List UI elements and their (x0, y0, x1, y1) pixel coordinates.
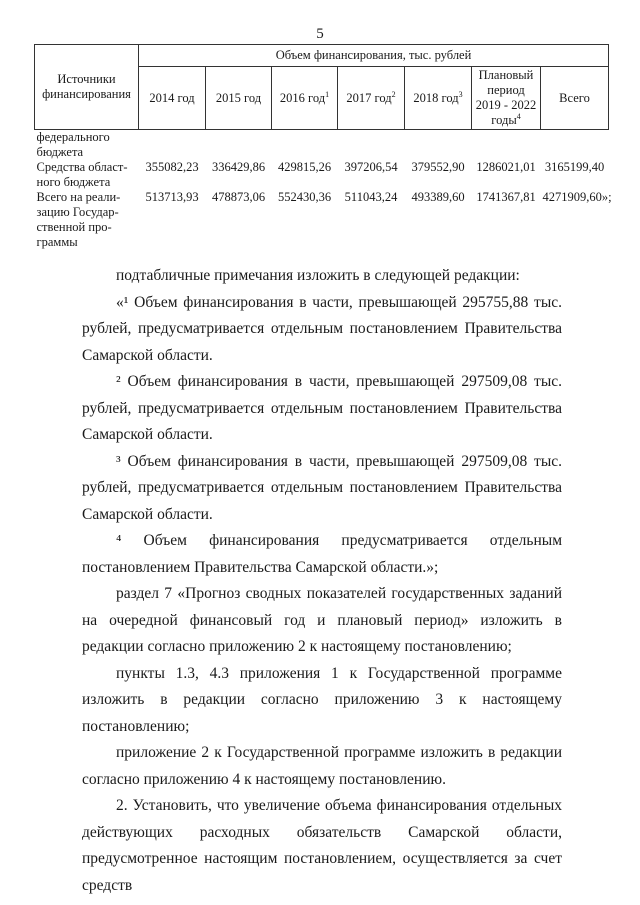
header-financing-volume: Объем финансирования, тыс. рублей (139, 45, 609, 67)
cell (405, 130, 472, 161)
cell (338, 130, 405, 161)
footnote-2: ² Объем финансирования в части, превышающей 297509,08 тыс. рублей, предусматривается отдельным постановлением Правительства Самарской области. (82, 373, 562, 443)
cell: 397206,54 (344, 160, 398, 174)
cell (272, 130, 338, 161)
cell (472, 130, 541, 161)
cell: 4271909,60»; (542, 190, 612, 204)
header-sources: Источники финансирования (35, 45, 139, 130)
cell: 3165199,40 (544, 160, 605, 174)
cell: 552430,36 (277, 190, 332, 204)
cell: 355082,23 (145, 160, 199, 174)
paragraph: подтабличные примечания изложить в следующей редакции: (116, 267, 520, 284)
cell (139, 130, 206, 161)
col-header: 2016 год$^1$ (272, 67, 338, 130)
cell (541, 130, 609, 161)
cell: 513713,93 (145, 190, 199, 204)
paragraph: приложение 2 к Государственной программе изложить в редакции согласно приложению 4 к настоящему постановлению. (82, 744, 562, 788)
cell: 478873,06 (211, 190, 266, 204)
col-header: 2015 год (206, 67, 272, 130)
col-header: Всего (541, 67, 609, 130)
cell: 336429,86 (211, 160, 266, 174)
cell: 1741367,81 (476, 190, 536, 204)
table-row (35, 130, 609, 161)
table-row (35, 190, 609, 250)
paragraph: раздел 7 «Прогноз сводных показателей государственных заданий на очередной финансовый год и плановый период» изложить в редакции согласно приложению 2 к настоящему постановлению; (82, 585, 562, 655)
row-source: Всего на реали-зацию Государ-ственной про-граммы (36, 190, 121, 249)
col-header: Плановый период 2019 - 2022 годы$^4$ (472, 67, 541, 130)
col-header: 2018 год$^3$ (405, 67, 472, 130)
cell (206, 130, 272, 161)
footnote-1: «¹ Объем финансирования в части, превышающей 295755,88 тыс. рублей, предусматривается отдельным постановлением Правительства Самарской области. (82, 293, 562, 364)
financing-table (34, 44, 612, 250)
cell: 429815,26 (277, 160, 332, 174)
cell: 493389,60 (411, 190, 465, 204)
cell: 511043,24 (344, 190, 398, 204)
footnote-4: ⁴ Объем финансирования предусматривается отдельным постановлением Правительства Самарской области.»; (82, 532, 562, 576)
col-header: 2014 год (139, 67, 206, 130)
page-number: 5 (316, 26, 324, 42)
table-row (35, 160, 609, 190)
paragraph: пункты 1.3, 4.3 приложения 1 к Государственной программе изложить в редакции согласно приложению 3 к настоящему постановлению; (82, 664, 562, 735)
paragraph: 2. Установить, что увеличение объема финансирования отдельных действующих расходных обязательств Самарской области, предусмотренное настоящим постановлением, осуществляется за счет средств (82, 797, 562, 894)
cell: 379552,90 (411, 160, 465, 174)
row-source: Средства област-ного бюджета (36, 160, 128, 189)
cell: 1286021,01 (476, 160, 536, 174)
body-text (82, 263, 562, 899)
col-header: 2017 год$^2$ (338, 67, 405, 130)
footnote-3: ³ Объем финансирования в части, превышающей 297509,08 тыс. рублей, предусматривается отдельным постановлением Правительства Самарской области. (82, 452, 562, 523)
row-source: федерального бюджета (36, 130, 110, 159)
